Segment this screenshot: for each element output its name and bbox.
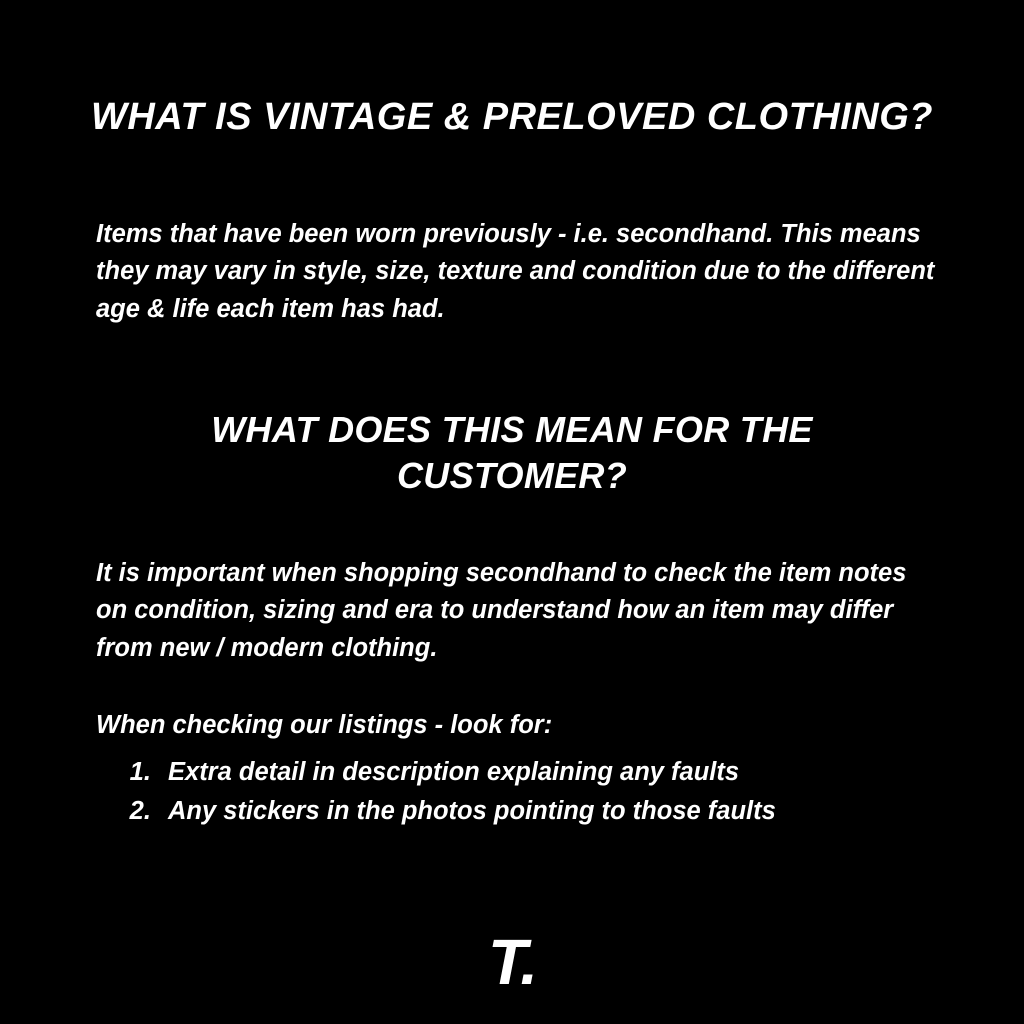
page-title: WHAT IS VINTAGE & PRELOVED CLOTHING? <box>90 96 934 139</box>
section-title-customer: WHAT DOES THIS MEAN FOR THE CUSTOMER? <box>211 408 813 496</box>
listings-prompt: When checking our listings - look for: <box>96 710 553 739</box>
list-item: 1. Extra detail in description explaining any faults <box>158 753 988 792</box>
list-item: 2. Any stickers in the photos pointing to those faults <box>158 792 988 831</box>
intro-paragraph: Items that have been worn previously - i.e. secondhand. This means they may vary in style, size, texture and condition due to the different age & life each item has had. <box>96 219 935 323</box>
customer-paragraph: It is important when shopping secondhand to check the item notes on condition, sizing and era to understand how an item may differ from new / modern clothing. <box>96 558 907 662</box>
checklist <box>118 753 988 831</box>
brand-logo: T. <box>487 926 537 998</box>
